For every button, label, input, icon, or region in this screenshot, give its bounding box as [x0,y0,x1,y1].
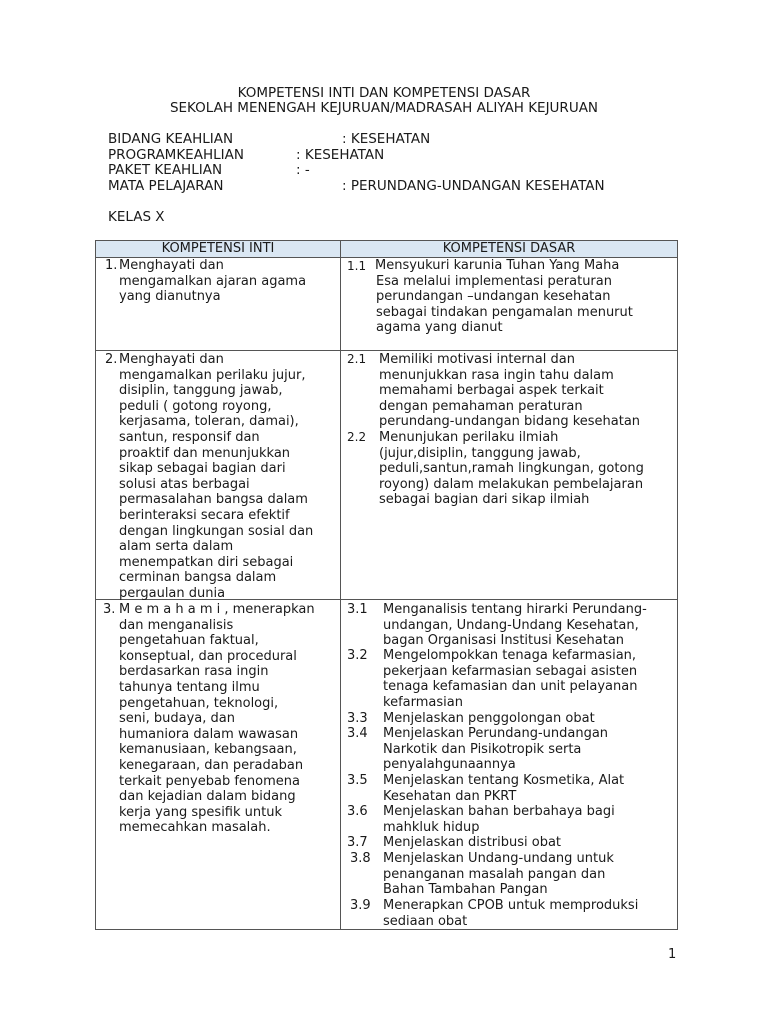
cell-text-line: kemanusiaan, kebangsaan, [119,742,297,758]
cell-text-line: sediaan obat [383,913,468,929]
paket-label: PAKET KEAHLIAN [108,162,223,178]
kd-2-1-number: 2.1 [347,352,367,366]
cell-text-line: solusi atas berbagai [119,476,250,492]
cell-text-line: mahkluk hidup [383,819,480,835]
cell-text-line: proaktif dan menunjukkan [119,445,291,461]
cell-text-line: sikap sebagai bagian dari [119,461,286,477]
cell-text-line: perundangan –undangan kesehatan [376,289,611,305]
bidang-label: BIDANG KEAHLIAN [108,131,234,147]
cell-text-line: alam serta dalam [119,539,234,555]
cell-text-line: peduli ( gotong royong, [119,398,272,414]
table-border-right [677,240,678,930]
cell-text-line: sebagai bagian dari sikap ilmiah [379,492,590,508]
doc-title-line-1: KOMPETENSI INTI DAN KOMPETENSI DASAR [237,85,531,101]
cell-text-line: Menganalisis tentang hirarki Perundang- [383,602,647,617]
mapel-value: : PERUNDANG-UNDANGAN KESEHATAN [342,178,605,194]
cell-text-line: memahami berbagai aspek terkait [379,383,604,399]
cell-text-line: perundang-undangan bidang kesehatan [379,414,641,430]
cell-text-line: konseptual, dan procedural [119,648,297,664]
cell-text-line: Bahan Tambahan Pangan [383,882,548,898]
cell-text-line: Narkotik dan Pisikotropik serta [383,741,582,757]
cell-text-line: penyalahgunaannya [383,757,516,773]
cell-text-line: yang dianutnya [119,289,221,305]
cell-text-line: pergaulan dunia [119,586,226,601]
cell-text-line: memecahkan masalah. [119,820,271,836]
cell-text-line: dengan pemahaman peraturan [379,398,583,414]
cell-text-line: kenegaraan, dan peradaban [119,758,304,773]
header-kompetensi-inti: KOMPETENSI INTI [96,241,340,257]
cell-text-line: undangan, Undang-Undang Kesehatan, [383,617,639,633]
cell-text-line: Menunjukan perilaku ilmiah [379,430,559,445]
cell-text-line: menempatkan diri sebagai [119,554,294,570]
cell-text-line: dan kejadian dalam bidang [119,789,296,805]
ki-2-number: 2. [105,352,118,367]
cell-text-line: Menjelaskan penggolongan obat [383,711,595,726]
paket-value: : - [296,162,310,178]
table-border-top [95,240,678,241]
cell-text-line: kerjasama, toleran, damai), [119,414,299,430]
cell-text-line: tahunya tentang ilmu [119,680,260,695]
cell-text-line: dengan lingkungan sosial dan [119,523,314,539]
cell-text-line: M e m a h a m i , menerapkan [119,602,315,617]
cell-text-line: Esa melalui implementasi peraturan [376,273,612,289]
cell-text-line: Menjelaskan tentang Kosmetika, Alat [383,773,625,788]
doc-title-line-2: SEKOLAH MENENGAH KEJURUAN/MADRASAH ALIYAH KEJURUAN [169,100,599,116]
cell-text-line: Memiliki motivasi internal dan [379,352,575,367]
cell-text-line: cerminan bangsa dalam [119,570,277,586]
table-border-left [95,240,96,930]
kd-1-1-number: 1.1 [347,259,367,273]
cell-text-line: pengetahuan, teknologi, [119,695,279,711]
column-divider [340,240,341,930]
kd-3-1-number: 3.1 [347,602,368,617]
cell-text-line: pengetahuan faktual, [119,633,259,649]
bidang-value: : KESEHATAN [342,131,431,147]
cell-text-line: Mengelompokkan tenaga kefarmasian, [383,648,637,663]
cell-text-line: humaniora dalam wawasan [119,726,299,742]
kd-3-3-number: 3.3 [347,711,368,726]
ki-1-number: 1. [105,258,118,273]
kd-3-6-number: 3.6 [347,804,368,819]
cell-text-line: menunjukkan rasa ingin tahu dalam [379,367,614,383]
kd-3-8-number: 3.8 [350,851,371,866]
cell-text-line: seni, budaya, dan [119,711,235,727]
cell-text-line: Menjelaskan Perundang-undangan [383,726,609,741]
cell-text-line: royong) dalam melakukan pembelajaran [379,476,644,492]
cell-text-line: agama yang dianut [376,320,503,336]
header-kompetensi-dasar: KOMPETENSI DASAR [341,241,677,257]
cell-text-line: bagan Organisasi Institusi Kesehatan [383,633,625,649]
kd-3-4-number: 3.4 [347,726,368,741]
cell-text-line: disiplin, tanggung jawab, [119,383,283,399]
cell-text-line: penanganan masalah pangan dan [383,866,606,882]
kd-3-7-number: 3.7 [347,835,368,850]
cell-text-line: mengamalkan perilaku jujur, [119,367,306,383]
ki-3-number: 3. [103,602,116,617]
cell-text-line: Kesehatan dan PKRT [383,788,517,804]
page-number: 1 [668,947,677,962]
cell-text-line: berdasarkan rasa ingin [119,664,269,680]
kd-3-2-number: 3.2 [347,648,368,663]
cell-text-line: (jujur,disiplin, tanggung jawab, [379,445,581,461]
kd-3-5-number: 3.5 [347,773,368,788]
cell-text-line: Menjelaskan bahan berbahaya bagi [383,804,615,819]
cell-text-line: Menjelaskan Undang-undang untuk [383,851,614,866]
cell-text-line: terkait penyebab fenomena [119,773,300,789]
cell-text-line: dan menganalisis [119,617,234,633]
program-label: PROGRAMKEAHLIAN [108,147,244,163]
program-value: : KESEHATAN [296,147,385,163]
kd-2-2-number: 2.2 [347,430,367,444]
cell-text-line: tenaga kefamasian dan unit pelayanan [383,679,638,695]
cell-text-line: Menerapkan CPOB untuk memproduksi [383,898,639,913]
kd-3-9-number: 3.9 [350,898,371,913]
kelas-label: KELAS X [108,209,165,225]
cell-text-line: berinteraksi secara efektif [119,508,290,523]
cell-text-line: mengamalkan ajaran agama [119,273,307,289]
cell-text-line: permasalahan bangsa dalam [119,492,308,508]
cell-text-line: peduli,santun,ramah lingkungan, gotong [379,461,644,477]
cell-text-line: sebagai tindakan pengamalan menurut [376,304,633,320]
cell-text-line: kefarmasian [383,694,463,710]
cell-text-line: kerja yang spesifik untuk [119,804,283,820]
cell-text-line: Mensyukuri karunia Tuhan Yang Maha [375,258,620,273]
cell-text-line: santun, responsif dan [119,430,260,445]
cell-text-line: Menghayati dan [119,352,224,367]
cell-text-line: pekerjaan kefarmasian sebagai asisten [383,663,638,679]
mapel-label: MATA PELAJARAN [108,178,224,194]
cell-text-line: Menjelaskan distribusi obat [383,835,562,850]
row-divider-1 [95,350,678,351]
cell-text-line: Menghayati dan [119,258,224,273]
